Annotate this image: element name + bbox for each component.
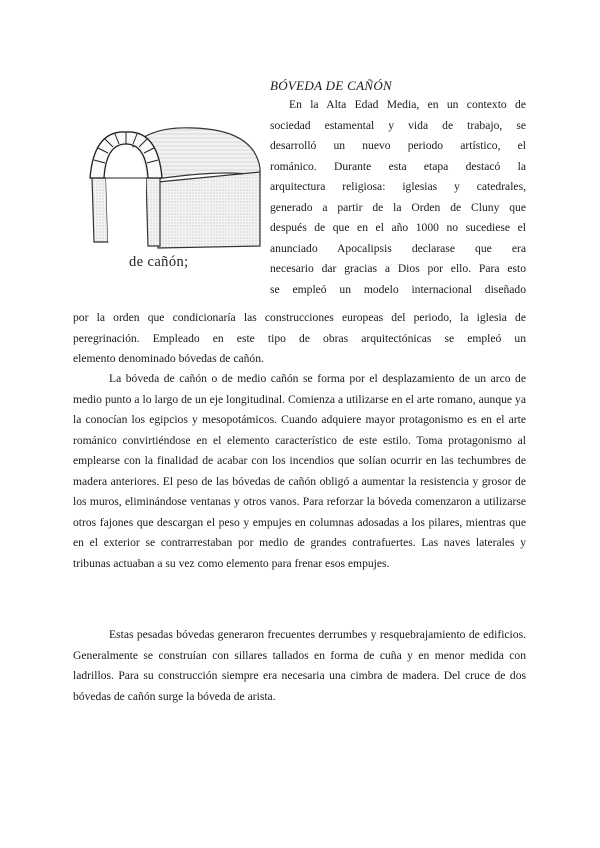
- paragraph-3: Estas pesadas bóvedas generaron frecuentes derrumbes y resquebrajamiento de edificios. Generalmente se construían con sillares tallados en forma de cuña y en menor medida con ladrillos. Para su construcción siempre era necesaria una cimbra de madera. Del cruce de dos bóvedas de cañón surge la bóveda de arista.: [73, 628, 526, 703]
- text-line: elemento denominado bóvedas de cañón.: [73, 352, 264, 365]
- text-line: románico. Durante esta etapa destacó la: [270, 159, 526, 173]
- paragraph-1-full-width: [73, 308, 526, 370]
- text-line: se empleó un modelo internacional diseñado: [270, 282, 526, 296]
- figure-caption: de cañón;: [129, 254, 189, 270]
- text-line: anunciado Apocalipsis declarase que era: [270, 241, 526, 255]
- barrel-vault-figure: [84, 120, 268, 282]
- barrel-vault-illustration-icon: [84, 120, 268, 250]
- text-line: generado a partir de la Orden de Cluny que: [270, 200, 526, 214]
- paragraph-2: La bóveda de cañón o de medio cañón se forma por el desplazamiento de un arco de medio punto a lo largo de un eje longitudinal. Comienza a utilizarse en el arte romano, aunque ya la conocían los egipcios y mesopotámicos. Cuando adquiere mayor protagonismo es en el arte románico convirtiéndose en el elemento característico de este estilo. Toma protagonismo al emplearse con la finalidad de acabar con los incendios que solían ocurrir en las techumbres de madera anteriores. El peso de las bóvedas de cañón obligó a aumentar la resistencia y grosor de los muros, eliminándose ventanas y otros vanos. Para reforzar la bóveda comenzaron a utilizarse otros fajones que descargan el peso y empujes en columnas adosadas a los pilares, mientras que en el exterior se contrarrestaban por medio de grandes contrafuertes. Las naves laterales y tribunas actuaban a su vez como elemento para frenar esos empujes.: [73, 372, 526, 570]
- document-title: BÓVEDA DE CAÑÓN: [270, 78, 392, 93]
- text-line: desarrolló un nuevo periodo artístico, el: [270, 139, 526, 152]
- text-line: En la Alta Edad Media, en un contexto de: [289, 98, 526, 111]
- text-line: peregrinación. Empleado en este tipo de obras arquitectónicas se empleó un: [73, 331, 526, 345]
- text-line: arquitectura religiosa: iglesias y catedrales,: [270, 180, 526, 193]
- text-line: después de que en el año 1000 no sucediese el: [270, 221, 526, 234]
- text-line: necesario dar gracias a Dios por ello. Para esto: [270, 262, 526, 275]
- text-line: por la orden que condicionaría las construcciones europeas del periodo, la iglesia de: [73, 311, 526, 324]
- paragraph-1-right-column: [270, 95, 526, 300]
- text-line: sociedad estamental y vida de trabajo, se: [270, 118, 526, 132]
